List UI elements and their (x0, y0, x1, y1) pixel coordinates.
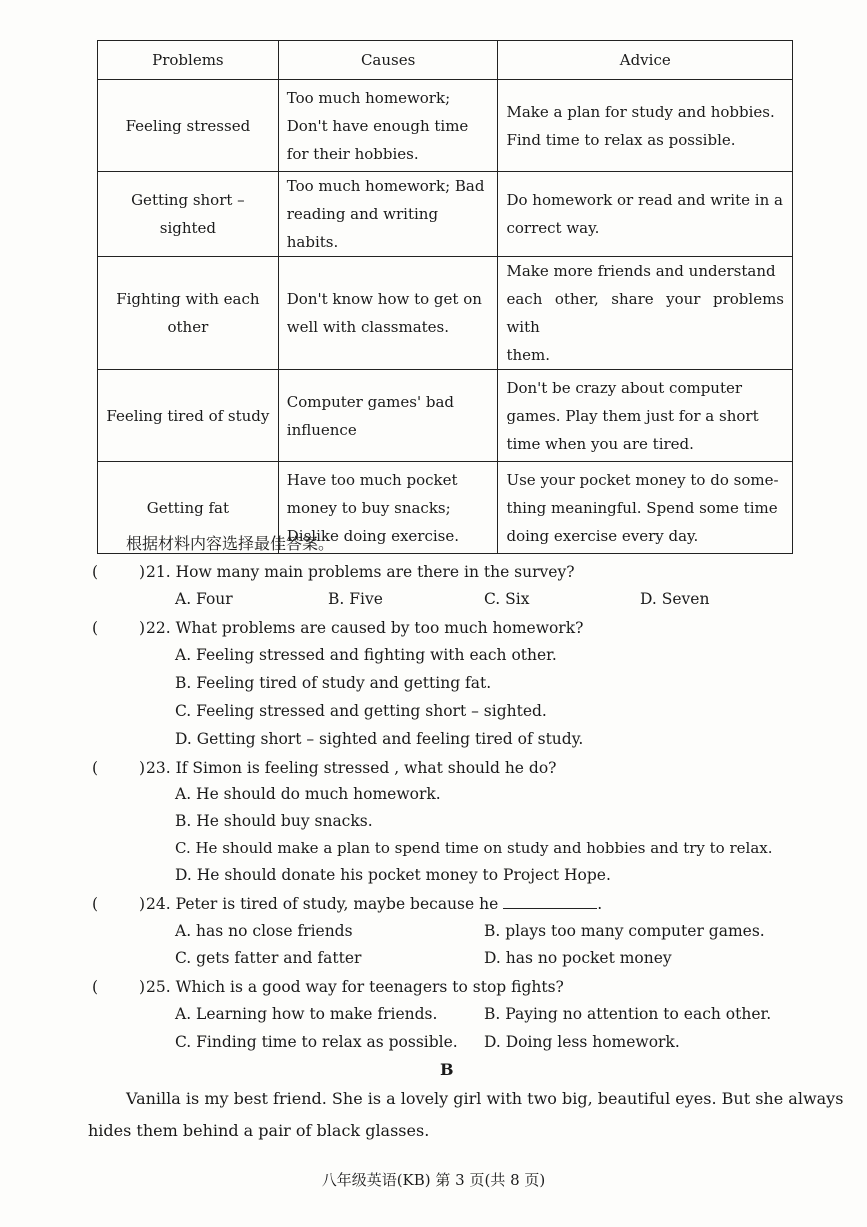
option-c: C. Finding time to relax as possible. (175, 1033, 458, 1051)
header-advice: Advice (498, 41, 793, 80)
option-c: C. Feeling stressed and getting short – sighted. (175, 702, 547, 720)
question-23 (146, 758, 556, 778)
option-c: C. Six (484, 590, 530, 608)
option-d: D. Getting short – sighted and feeling tired of study. (175, 730, 584, 748)
cause-line: Too much homework; (286, 88, 451, 107)
answer-paren-open: ( (92, 759, 99, 777)
advice-cell (498, 257, 793, 370)
survey-table (97, 40, 793, 554)
option-a: A. has no close friends (175, 922, 353, 940)
answer-paren-close: ) (139, 978, 146, 996)
advice-line: Don't be crazy about computer (506, 378, 743, 397)
option-a: A. Four (175, 590, 233, 608)
question-22 (146, 618, 583, 638)
option-a: A. He should do much homework. (175, 785, 441, 803)
option-d: D. Seven (640, 590, 710, 608)
cause-line: Have too much pocket (286, 470, 458, 489)
advice-line: thing meaningful. Spend some time (506, 498, 778, 517)
option-d: D. has no pocket money (484, 949, 672, 967)
question-text: What problems are caused by too much homework? (175, 619, 584, 637)
cause-line: reading and writing habits. (286, 205, 439, 251)
table-row (98, 370, 793, 462)
advice-line: each other, share your problems with (506, 290, 784, 336)
answer-paren-close: ) (139, 895, 146, 913)
instruction-text: 根据材料内容选择最佳答案。 (126, 534, 335, 553)
option-b: B. Five (328, 590, 383, 608)
question-number: 22. (146, 619, 171, 637)
question-text: If Simon is feeling stressed , what should he do? (175, 759, 557, 777)
question-number: 24. (146, 895, 171, 913)
causes-cell (278, 80, 498, 172)
problem-cell: Feeling stressed (98, 80, 279, 172)
question-number: 23. (146, 759, 171, 777)
advice-line: them. (506, 346, 551, 364)
answer-blank (503, 894, 597, 909)
question-21 (146, 562, 575, 582)
table-row (98, 257, 793, 370)
advice-line: Do homework or read and write in a (506, 191, 783, 209)
answer-paren-close: ) (139, 619, 146, 637)
option-b: B. plays too many computer games. (484, 922, 765, 940)
page-footer: 八年级英语(KB) 第 3 页(共 8 页) (321, 1171, 546, 1189)
question-text: How many main problems are there in the survey? (175, 563, 575, 581)
passage-line: Vanilla is my best friend. She is a lovely girl with two big, beautiful eyes. But she always (126, 1089, 844, 1108)
advice-cell (498, 462, 793, 554)
question-25 (146, 977, 564, 997)
problem-cell: Fighting with each other (98, 257, 279, 370)
advice-line: time when you are tired. (506, 434, 694, 453)
advice-line: Use your pocket money to do some- (506, 470, 779, 489)
causes-cell (278, 370, 498, 462)
causes-cell (278, 257, 498, 370)
cause-line: for their hobbies. (286, 144, 419, 163)
cause-line: Dislike doing exercise. (286, 526, 460, 545)
advice-line: games. Play them just for a short (506, 406, 759, 425)
advice-cell (498, 370, 793, 462)
cause-line: Too much homework; Bad (286, 177, 485, 195)
header-problems: Problems (98, 41, 279, 80)
option-b: B. He should buy snacks. (175, 812, 373, 830)
advice-line: Find time to relax as possible. (506, 130, 736, 149)
cause-line: money to buy snacks; (286, 498, 451, 517)
section-heading: B (440, 1060, 454, 1079)
option-c: C. gets fatter and fatter (175, 949, 362, 967)
advice-line: correct way. (506, 219, 600, 237)
advice-line: Make more friends and understand (506, 262, 776, 280)
answer-paren-open: ( (92, 978, 99, 996)
answer-paren-close: ) (139, 759, 146, 777)
advice-cell (498, 172, 793, 257)
option-a: A. Learning how to make friends. (175, 1005, 438, 1023)
answer-paren-open: ( (92, 895, 99, 913)
option-b: B. Paying no attention to each other. (484, 1005, 772, 1023)
option-d: D. He should donate his pocket money to Project Hope. (175, 866, 611, 884)
option-c: C. He should make a plan to spend time on study and hobbies and try to relax. (175, 839, 773, 857)
advice-line: doing exercise every day. (506, 526, 699, 545)
advice-line: Make a plan for study and hobbies. (506, 102, 775, 121)
problem-cell: Feeling tired of study (98, 370, 279, 462)
question-text: Which is a good way for teenagers to stop fights? (175, 978, 564, 996)
problem-cell: Getting short – sighted (98, 172, 279, 257)
advice-cell (498, 80, 793, 172)
question-number: 21. (146, 563, 171, 581)
option-d: D. Doing less homework. (484, 1033, 680, 1051)
question-text: Peter is tired of study, maybe because he (175, 895, 499, 913)
question-tail: . (597, 895, 603, 913)
causes-cell (278, 172, 498, 257)
cause-line: well with classmates. (286, 318, 450, 336)
cause-line: Don't know how to get on (286, 290, 482, 308)
option-a: A. Feeling stressed and fighting with each other. (175, 646, 557, 664)
question-number: 25. (146, 978, 171, 996)
cause-line: Don't have enough time (286, 116, 469, 135)
cause-line: Computer games' bad (286, 392, 454, 411)
table-row (98, 80, 793, 172)
answer-paren-close: ) (139, 563, 146, 581)
answer-paren-open: ( (92, 619, 99, 637)
table-header-row (98, 41, 793, 80)
header-causes: Causes (278, 41, 498, 80)
passage-line: hides them behind a pair of black glasses. (88, 1121, 430, 1140)
problem-cell: Getting fat (98, 462, 279, 554)
option-b: B. Feeling tired of study and getting fat. (175, 674, 492, 692)
cause-line: influence (286, 420, 357, 439)
answer-paren-open: ( (92, 563, 99, 581)
table-row (98, 172, 793, 257)
question-24 (146, 894, 602, 914)
